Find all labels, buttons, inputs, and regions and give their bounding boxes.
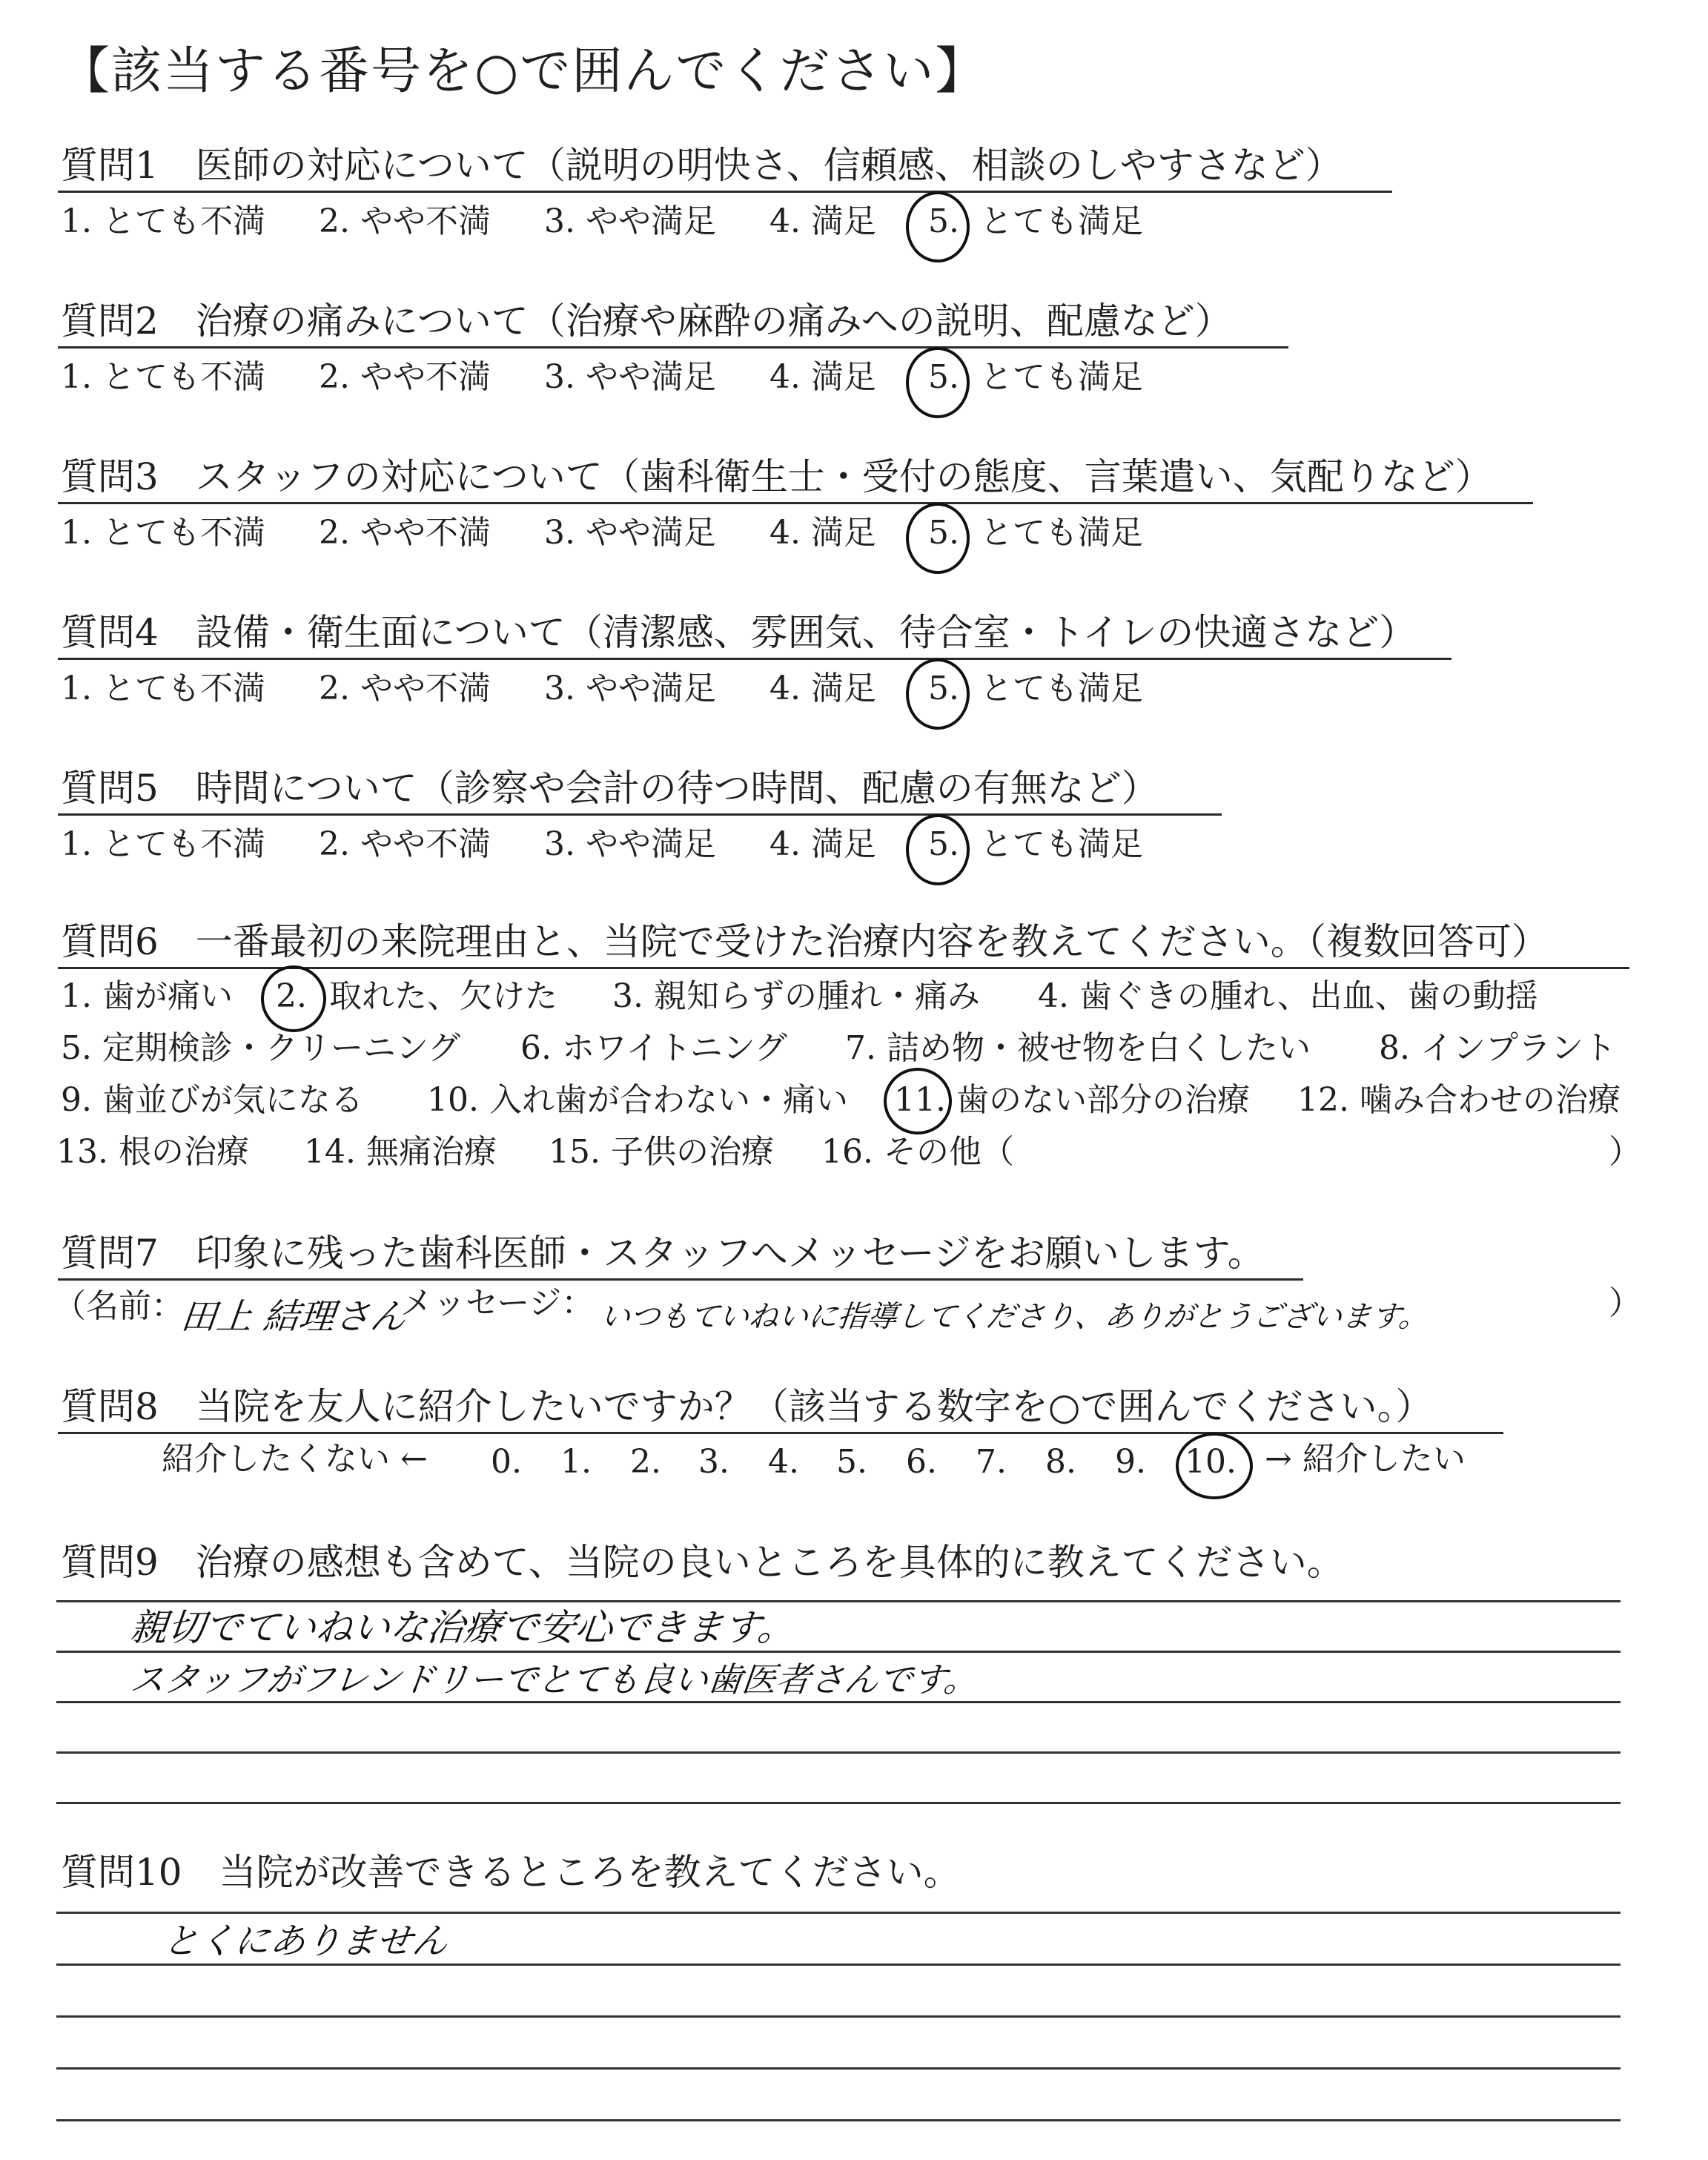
option-4[interactable]: 4. 満足 — [769, 202, 876, 240]
score-9[interactable]: 9. — [1115, 1443, 1146, 1481]
option-5[interactable]: 5. — [928, 825, 959, 863]
option-4[interactable]: 4. 満足 — [769, 514, 876, 552]
option-3[interactable]: 3. やや満足 — [544, 670, 716, 707]
question-title: 質問3 スタッフの対応について（歯科衛生士・受付の態度、言葉遣い、気配りなど） — [61, 455, 1492, 498]
option-3[interactable]: 3. やや満足 — [544, 825, 716, 863]
option-1[interactable]: 1. とても不満 — [61, 514, 265, 552]
title-underline — [58, 1278, 1303, 1281]
score-5[interactable]: 5. — [836, 1443, 867, 1481]
answer-line — [56, 2015, 1621, 2018]
option-2[interactable]: 2. やや不満 — [319, 358, 491, 396]
q6-option-6[interactable]: 6. ホワイトニング — [520, 1029, 788, 1067]
answer-line — [56, 1912, 1621, 1914]
q6-option-11-label: 歯のない部分の治療 — [956, 1081, 1250, 1119]
option-4[interactable]: 4. 満足 — [769, 825, 876, 863]
answer-line — [56, 1802, 1621, 1804]
scale-left-label: 紹介したくない ← — [162, 1440, 428, 1478]
option-1[interactable]: 1. とても不満 — [61, 825, 265, 863]
question-title: 質問9 治療の感想も含めて、当院の良いところを具体的に教えてください。 — [61, 1541, 1344, 1584]
option-4[interactable]: 4. 満足 — [769, 358, 876, 396]
answer-line — [56, 1751, 1621, 1754]
option-2[interactable]: 2. やや不満 — [319, 670, 491, 707]
q6-option-13[interactable]: 13. 根の治療 — [56, 1133, 249, 1171]
q6-option-9[interactable]: 9. 歯並びが気になる — [61, 1081, 363, 1119]
q6-option-4[interactable]: 4. 歯ぐきの腫れ、出血、歯の動揺 — [1038, 977, 1538, 1015]
option-2[interactable]: 2. やや不満 — [319, 825, 491, 863]
message-value[interactable]: いつもていねいに指導してくださり、ありがとうございます。 — [598, 1300, 1431, 1334]
question-title: 質問10 当院が改善できるところを教えてください。 — [61, 1851, 961, 1894]
option-5[interactable]: 5. — [928, 670, 959, 707]
q6-option-8[interactable]: 8. インプラント — [1379, 1029, 1616, 1067]
option-3[interactable]: 3. やや満足 — [544, 514, 716, 552]
title-underline — [58, 658, 1452, 660]
name-label: （名前： — [53, 1287, 184, 1325]
q6-option-2-label: 取れた、欠けた — [329, 977, 557, 1015]
score-6[interactable]: 6. — [906, 1443, 937, 1481]
question-title: 質問6 一番最初の来院理由と、当院で受けた治療内容を教えてください。（複数回答可） — [61, 920, 1549, 963]
q6-option-2[interactable]: 2. — [276, 977, 307, 1015]
option-1[interactable]: 1. とても不満 — [61, 202, 265, 240]
q6-option-16[interactable]: 16. その他（ — [821, 1133, 1014, 1171]
score-1[interactable]: 1. — [560, 1443, 592, 1481]
message-label: メッセージ： — [400, 1284, 595, 1322]
q6-option-12[interactable]: 12. 噛み合わせの治療 — [1297, 1081, 1621, 1119]
title-underline — [58, 502, 1533, 504]
answer-text-1[interactable]: 親切でていねいな治療で安心できます。 — [128, 1606, 798, 1649]
answer-line — [56, 1600, 1621, 1602]
option-2[interactable]: 2. やや不満 — [319, 202, 491, 240]
q6-option-14[interactable]: 14. 無痛治療 — [304, 1133, 497, 1171]
answer-text-2[interactable]: スタッフがフレンドリーでとても良い歯医者さんです。 — [128, 1659, 981, 1700]
score-7[interactable]: 7. — [976, 1443, 1007, 1481]
answer-line — [56, 1701, 1621, 1703]
option-5[interactable]: 5. — [928, 514, 959, 552]
question-title: 質問4 設備・衛生面について（清潔感、雰囲気、待合室・トイレの快適さなど） — [61, 611, 1417, 654]
option-5-label: とても満足 — [980, 670, 1143, 707]
q6-option-11[interactable]: 11. — [894, 1081, 946, 1119]
title-underline — [58, 191, 1392, 193]
option-5-label: とても満足 — [980, 358, 1143, 396]
question-title: 質問8 当院を友人に紹介したいですか？（該当する数字を○で囲んでください。） — [61, 1385, 1433, 1428]
answer-line — [56, 2119, 1621, 2121]
option-5[interactable]: 5. — [928, 358, 959, 396]
page-header: 【該当する番号を○で囲んでください】 — [59, 42, 987, 101]
answer-line — [56, 1651, 1621, 1653]
title-underline — [58, 1432, 1503, 1434]
question-title: 質問1 医師の対応について（説明の明快さ、信頼感、相談のしやすさなど） — [61, 144, 1343, 187]
answer-line — [56, 1964, 1621, 1966]
q6-option-3[interactable]: 3. 親知らずの腫れ・痛み — [612, 977, 980, 1015]
selection-circle — [906, 347, 970, 418]
option-5-label: とても満足 — [980, 825, 1143, 863]
close-paren: ） — [1609, 1133, 1641, 1171]
option-5[interactable]: 5. — [928, 202, 959, 240]
selection-circle — [906, 191, 970, 262]
q6-option-10[interactable]: 10. 入れ歯が合わない・痛い — [427, 1081, 848, 1119]
option-5-label: とても満足 — [980, 514, 1143, 552]
q6-option-5[interactable]: 5. 定期検診・クリーニング — [61, 1029, 461, 1067]
answer-text-1[interactable]: とくにありません — [161, 1920, 450, 1962]
option-3[interactable]: 3. やや満足 — [544, 202, 716, 240]
q6-option-1[interactable]: 1. 歯が痛い — [61, 977, 233, 1015]
question-title: 質問2 治療の痛みについて（治療や麻酔の痛みへの説明、配慮など） — [61, 300, 1232, 343]
close-paren: ） — [1609, 1284, 1641, 1322]
option-1[interactable]: 1. とても不満 — [61, 670, 265, 707]
selection-circle — [906, 814, 970, 885]
title-underline — [58, 346, 1288, 349]
score-4[interactable]: 4. — [768, 1443, 799, 1481]
option-1[interactable]: 1. とても不満 — [61, 358, 265, 396]
selection-circle — [906, 658, 970, 730]
selection-circle — [261, 965, 326, 1032]
q6-option-15[interactable]: 15. 子供の治療 — [549, 1133, 774, 1171]
option-4[interactable]: 4. 満足 — [769, 670, 876, 707]
option-2[interactable]: 2. やや不満 — [319, 514, 491, 552]
title-underline — [58, 813, 1222, 816]
selection-circle — [884, 1068, 952, 1135]
question-title: 質問7 印象に残った歯科医師・スタッフへメッセージをお願いします。 — [61, 1232, 1265, 1275]
score-0[interactable]: 0. — [491, 1443, 522, 1481]
score-3[interactable]: 3. — [698, 1443, 729, 1481]
name-value[interactable]: 田上 結理さん — [179, 1296, 408, 1338]
option-5-label: とても満足 — [980, 202, 1143, 240]
score-2[interactable]: 2. — [630, 1443, 661, 1481]
selection-circle — [1176, 1433, 1253, 1499]
answer-line — [56, 2067, 1621, 2070]
question-title: 質問5 時間について（診察や会計の待つ時間、配慮の有無など） — [61, 767, 1159, 810]
score-10[interactable]: 10. — [1185, 1443, 1237, 1481]
q6-option-7[interactable]: 7. 詰め物・被せ物を白くしたい — [845, 1029, 1311, 1067]
option-3[interactable]: 3. やや満足 — [544, 358, 716, 396]
score-8[interactable]: 8. — [1045, 1443, 1076, 1481]
selection-circle — [906, 503, 970, 574]
scale-right-label: → 紹介したい — [1265, 1440, 1466, 1478]
